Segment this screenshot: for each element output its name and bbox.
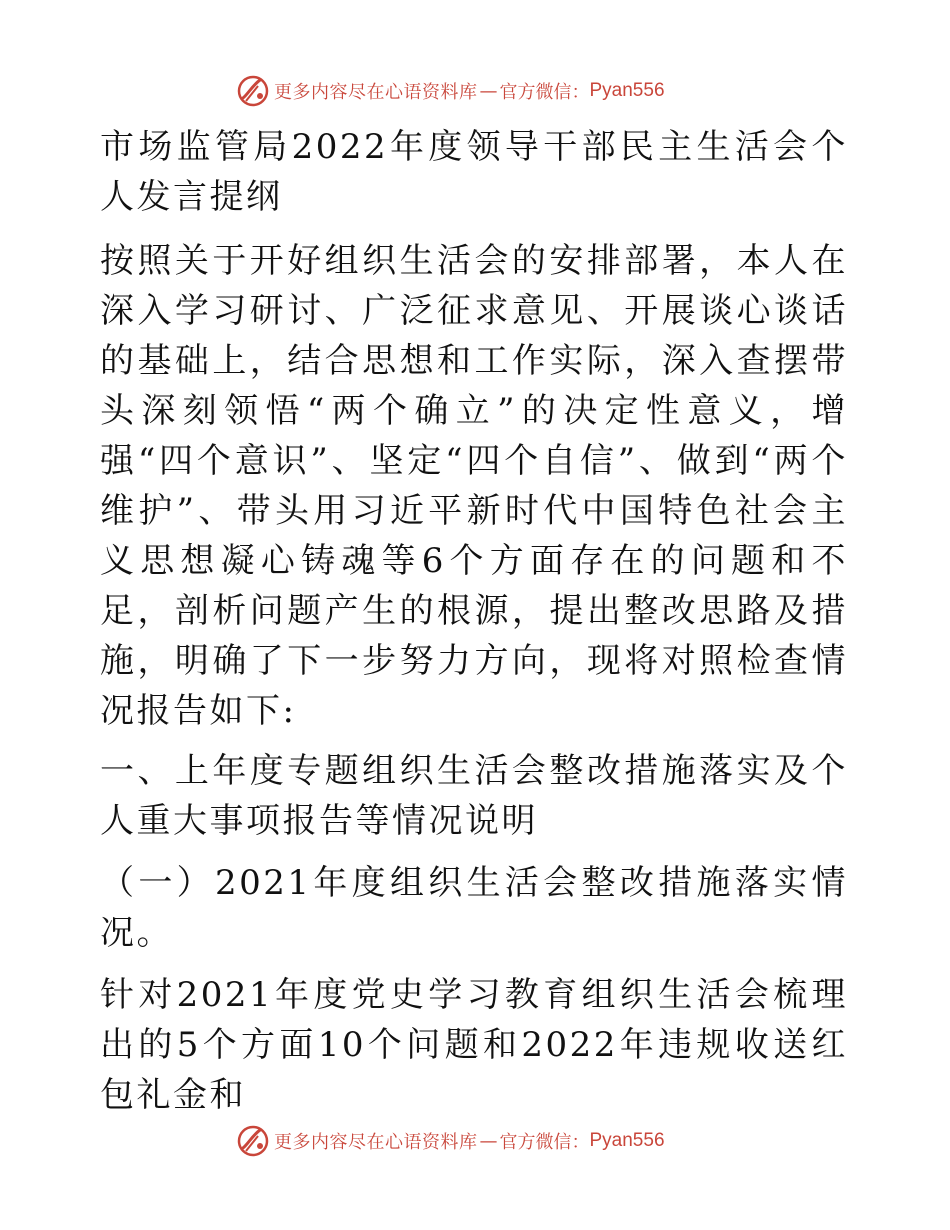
header-watermark: [236, 74, 665, 108]
body-paragraph: 针对2021年度党史学习教育组织生活会梳理出的5个方面10个问题和2022年违规收送红包礼金和: [100, 975, 848, 1115]
watermark-separator: —: [479, 80, 498, 102]
section-heading: 一、上年度专题组织生活会整改措施落实及个人重大事项报告等情况说明: [100, 751, 848, 841]
pen-logo-icon: [236, 1124, 270, 1158]
footer-watermark: [236, 1124, 665, 1158]
subsection-heading: （一）2021年度组织生活会整改措施落实情况。: [100, 863, 848, 953]
watermark-official-label: 官方微信：: [499, 82, 590, 103]
watermark-account-id: Pyan556: [589, 80, 665, 101]
intro-paragraph: 按照关于开好组织生活会的安排部署，本人在深入学习研讨、广泛征求意见、开展谈心谈话的基础上，结合思想和工作实际，深入查摆带头深刻领悟“两个确立”的决定性意义，增强“四个意识”、坚定“四个自信”、做到“两个维护”、带头用习近平新时代中国特色社会主义思想凝心铸魂等6个方面存在的问题和不足，剖析问题产生的根源，提出整改思路及措施，明确了下一步努力方向，现将对照检查情况报告如下:: [100, 241, 848, 731]
watermark-account-id: Pyan556: [589, 1130, 665, 1151]
watermark-site-text: 更多内容尽在心语资料库: [274, 82, 478, 103]
watermark-separator: —: [479, 1130, 498, 1152]
document-title: 市场监管局2022年度领导干部民主生活会个人发言提纲: [100, 127, 848, 217]
watermark-official-label: 官方微信：: [499, 1132, 590, 1153]
watermark-site-text: 更多内容尽在心语资料库: [274, 1132, 478, 1153]
document-body: [100, 122, 848, 1120]
pen-logo-icon: [236, 74, 270, 108]
